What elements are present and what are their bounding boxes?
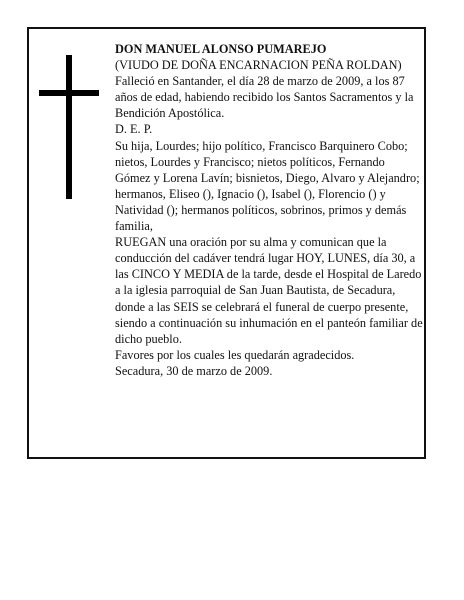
widower-of: (VIUDO DE DOÑA ENCARNACION PEÑA ROLDAN) — [115, 58, 402, 73]
family-list: Su hija, Lourdes; hijo político, Francisco Barquinero Cobo; nietos, Lourdes y Francisco; nietos políticos, Fernando Gómez y Lorena Lavín; bisnietos, Diego, Alvaro y Alejandro; hermanos, Eliseo (), Ignacio (), Isabel (), Florencio () y Natividad (); hermanos políticos, sobrinos, primos y demás familia, — [115, 138, 420, 234]
cross-horizontal-bar — [39, 90, 99, 96]
place-date: Secadura, 30 de marzo de 2009. — [115, 363, 273, 378]
funeral-request: RUEGAN una oración por su alma y comunican que la conducción del cadáver tendrá lugar HOY, LUNES, día 30, a las CINCO Y MEDIA de la tarde, desde el Hospital de Laredo a la iglesia parroquial de San Juan Bautista, de Secadura, donde a las SEIS se celebrará el funeral de cuerpo presente, siendo a continuación su inhumación en el panteón familiar de dicho pueblo. — [115, 235, 423, 346]
deceased-name: DON MANUEL ALONSO PUMAREJO — [115, 42, 327, 56]
thanks-line: Favores por los cuales les quedarán agradecidos. — [115, 347, 355, 362]
death-announcement: Falleció en Santander, el día 28 de marzo de 2009, a los 87 años de edad, habiendo recibido los Santos Sacramentos y la Bendición Apostólica. — [115, 74, 414, 121]
cross-vertical-bar — [66, 55, 72, 199]
rest-in-peace: D. E. P. — [115, 122, 153, 137]
cross-icon — [29, 29, 109, 229]
notice-text — [115, 41, 423, 379]
obituary-notice — [27, 27, 426, 459]
